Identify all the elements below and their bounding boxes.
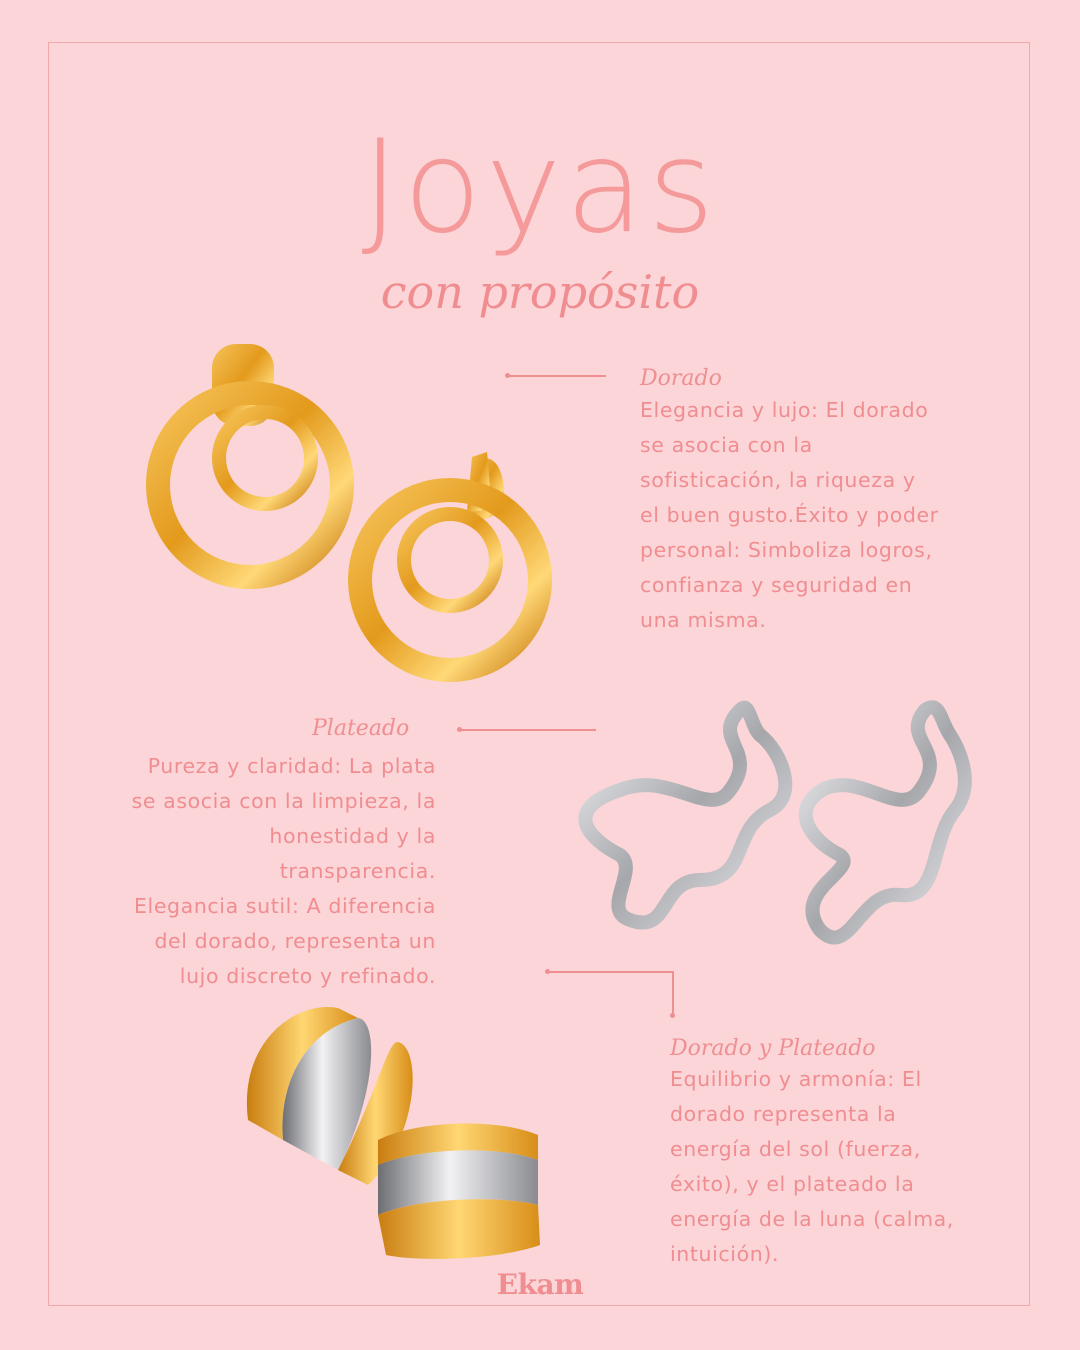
mixto-connector-dot: [545, 969, 550, 974]
dorado-description: Elegancia y lujo: El dorado se asocia con la sofisticación, la riqueza y el buen gusto.Éxito y poder personal: Simboliza logros, confianza y seguridad en una misma.: [640, 398, 939, 632]
dorado-label: Dorado: [640, 366, 722, 391]
mixto-description: Equilibrio y armonía: El dorado representa la energía del sol (fuerza, éxito), y el plateado la energía de la luna (calma, intuición).: [670, 1067, 954, 1266]
two-tone-earrings-image: [238, 1000, 578, 1270]
silver-earring-left: [585, 708, 785, 923]
dorado-connector-dot: [505, 373, 510, 378]
mixto-connector-line: [548, 971, 673, 973]
page-subtitle: con propósito: [380, 265, 700, 319]
plateado-connector-dot: [457, 727, 462, 732]
gold-earrings-image: [150, 340, 570, 680]
two-tone-earring-bottom: [378, 1124, 540, 1259]
dorado-connector-line: [508, 375, 606, 377]
page-title: Joyas: [361, 113, 719, 262]
brand-logo: Ekam: [496, 1268, 584, 1301]
gold-earring-right: [360, 452, 540, 670]
silver-earring-right: [806, 707, 965, 937]
mixto-connector-end-dot: [670, 1013, 675, 1018]
plateado-description: Pureza y claridad: La plata se asocia con la limpieza, la honestidad y la transparencia. Elegancia sutil: A diferencia del dorado, representa un lujo discreto y refinado.: [131, 754, 436, 988]
gold-earring-left: [158, 344, 342, 577]
mixto-label: Dorado y Plateado: [670, 1036, 876, 1061]
mixto-connector-drop: [672, 971, 674, 1015]
plateado-label: Plateado: [312, 716, 410, 741]
silver-earrings-image: [560, 680, 980, 970]
